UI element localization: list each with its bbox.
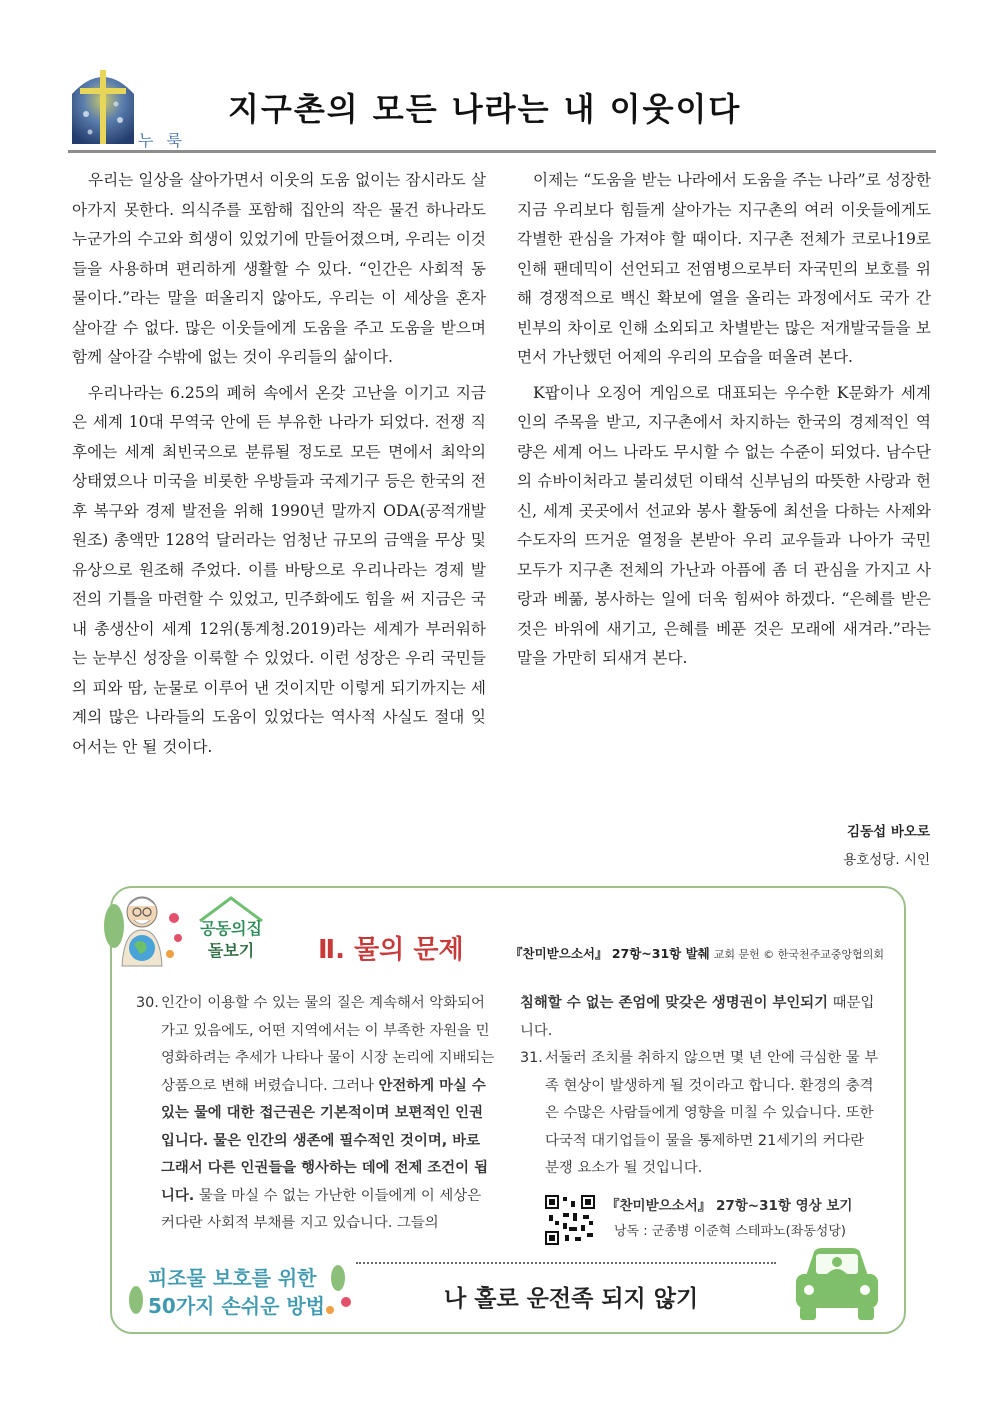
car-with-one-driver-icon — [792, 1246, 882, 1324]
cross-window-icon — [70, 64, 136, 144]
paragraph: 우리나라는 6.25의 폐허 속에서 온갖 고난을 이기고 지금은 세계 10대 무역국 안에 든 부유한 나라가 되었다. 전쟁 직후에는 세계 최빈국으로 분류될 정도로 모든 면에서 최악의 상태였으나 미국을 비롯한 우방들과 국제기구 등은 한국의 전후 복구와 경제 발전을 위해 1990년 말까지 ODA(공적개발원조) 총액만 128억 달러라는 엄청난 규모의 금액을 무상 및 유상으로 원조해 주었다. 이를 바탕으로 우리나라는 경제 발전의 기틀을 마련할 수 있었고, 민주화에도 힘을 써 지금은 국내 총생산이 세계 12위(통계청.2019)라는 세계가 부러워하는 눈부신 성장을 이룩할 수 있었다. 이런 성장은 우리 국민들의 피와 땀, 눈물로 이루어 낸 것이지만 이렇게 되기까지는 세계의 많은 나라들의 도움이 있었다는 역사적 사실도 절대 잊어서는 안 될 것이다. — [72, 383, 486, 756]
paragraph: K팝이나 오징어 게임으로 대표되는 우수한 K문화가 세계인의 주목을 받고, 지구촌에서 차지하는 한국의 경제적인 역량은 세계 어느 나라도 무시할 수 없는 수준이 되었다. 남수단의 슈바이처라고 불리셨던 이태석 신부님의 따뜻한 사랑과 헌신, 세계 곳곳에서 선교와 봉사 활동에 최선을 다하는 사제와 수도자의 뜨거운 열정을 본받아 우리 교우들과 나아가 국민 모두가 지구촌 전체의 가난과 아픔에 좀 더 관심을 가지고 사랑과 베풂, 봉사하는 일에 더욱 힘써야 하겠다. “은혜를 받은 것은 바위에 새기고, 은혜를 베푼 것은 모래에 새겨라.”라는 말을 가만히 되새겨 본다. — [517, 383, 931, 667]
badge-line-2: 돌보기 — [207, 941, 255, 960]
header-divider — [68, 150, 936, 153]
text-run: 때문입니다. — [520, 995, 875, 1039]
list-item — [136, 990, 496, 1238]
reader-credit: 낭독 : 군종병 이준혁 스테파노(좌동성당) — [614, 1224, 846, 1239]
tip-headline: 나 홀로 운전족 되지 않기 — [444, 1286, 699, 1312]
emphasis-text: 침해할 수 없는 존엄에 맞갖은 생명권이 부인되기 — [520, 995, 829, 1011]
dotted-divider — [356, 1262, 776, 1264]
source-main: 『찬미받으소서』 27항~31항 발췌 — [510, 946, 710, 961]
item-number: 30. — [136, 995, 159, 1011]
column-label: 누 룩 — [138, 131, 186, 150]
text-run: 인간이 이용할 수 있는 물의 질은 계속해서 악화되어 가고 있음에도, 어떤 지역에서는 이 부족한 자원을 민영화하려는 추세가 나타나 물이 시장 논리에 지배되는 상품으로 변해 버렸습니다. 그러나 — [161, 995, 495, 1094]
list-item — [520, 1045, 880, 1183]
article-column-right — [517, 166, 931, 674]
text-run: 물을 마실 수 없는 가난한 이들에게 이 세상은 커다란 사회적 부채를 지고 있습니다. 그들의 — [161, 1187, 482, 1231]
box-column-right — [520, 990, 880, 1183]
paragraph: 우리는 일상을 살아가면서 이웃의 도움 없이는 잠시라도 살아가지 못한다. 의식주를 포함해 집안의 작은 물건 하나라도 누군가의 수고와 희생이 있었기에 만들어졌으며, 우리는 이것들을 사용하며 편리하게 생활할 수 있다. “인간은 사회적 동물이다.”라는 말을 떠올리지 않아도, 우리는 이 세상을 혼자 살아갈 수 없다. 많은 이웃들에게 도움을 주고 도움을 받으며 함께 살아갈 수밖에 없는 것이 우리들의 삶이다. — [72, 171, 486, 366]
tips-line-1: 피조물 보호를 위한 — [148, 1266, 317, 1290]
box-column-left — [136, 990, 496, 1238]
article-column-left — [72, 166, 486, 762]
video-link-title[interactable]: 『찬미받으소서』 27항~31항 영상 보기 — [606, 1198, 853, 1214]
page-header — [68, 62, 936, 154]
item-text — [161, 990, 496, 1238]
author-signature — [843, 818, 930, 874]
care-badge — [190, 895, 272, 967]
elder-holding-globe-icon — [100, 888, 190, 968]
paragraph: 이제는 “도움을 받는 나라에서 도움을 주는 나라”로 성장한 지금 우리보다 힘들게 살아가는 지구촌의 여러 이웃들에게도 각별한 관심을 가져야 할 때이다. 지구촌 전체가 코로나19로 인해 팬데믹이 선언되고 전염병으로부터 자국민의 보호를 위해 경쟁적으로 백신 확보에 열을 올리는 과정에서도 국가 간 빈부의 차이로 인해 소외되고 차별받는 많은 저개발국들을 보면서 가난했던 어제의 우리의 모습을 떠올려 본다. — [517, 171, 931, 366]
section-title: Ⅱ. 물의 문제 — [318, 935, 464, 965]
qr-code-icon[interactable] — [545, 1195, 595, 1245]
author-info: 용호성당. 시인 — [843, 852, 930, 868]
item-number: 31. — [520, 1050, 543, 1066]
item-text: 서둘러 조치를 취하지 않으면 몇 년 안에 극심한 물 부족 현상이 발생하게 될 것이라고 합니다. 환경의 충격은 수많은 사람들에게 영향을 미칠 수 있습니다. 또한 다국적 대기업들이 물을 통제하면 21세기의 커다란 분쟁 요소가 될 것입니다. — [545, 1050, 879, 1176]
section-source — [510, 944, 884, 962]
tips-banner — [126, 1258, 356, 1324]
author-name: 김동섭 바오로 — [847, 824, 930, 840]
page-title: 지구촌의 모든 나라는 내 이웃이다 — [228, 90, 742, 128]
badge-line-1: 공동의집 — [200, 919, 262, 938]
emphasis-text: 안전하게 마실 수 있는 물에 대한 접근권은 기본적이며 보편적인 인권입니다. 물은 인간의 생존에 필수적인 것이며, 바로 그래서 다른 인권들을 행사하는 데에 전제 조건이 됩니다. — [161, 1077, 489, 1204]
tips-line-2: 50가지 손쉬운 방법 — [148, 1294, 325, 1318]
source-sub: 교회 문헌 © 한국천주교중앙협의회 — [713, 948, 884, 961]
item-text-continued — [520, 990, 880, 1045]
